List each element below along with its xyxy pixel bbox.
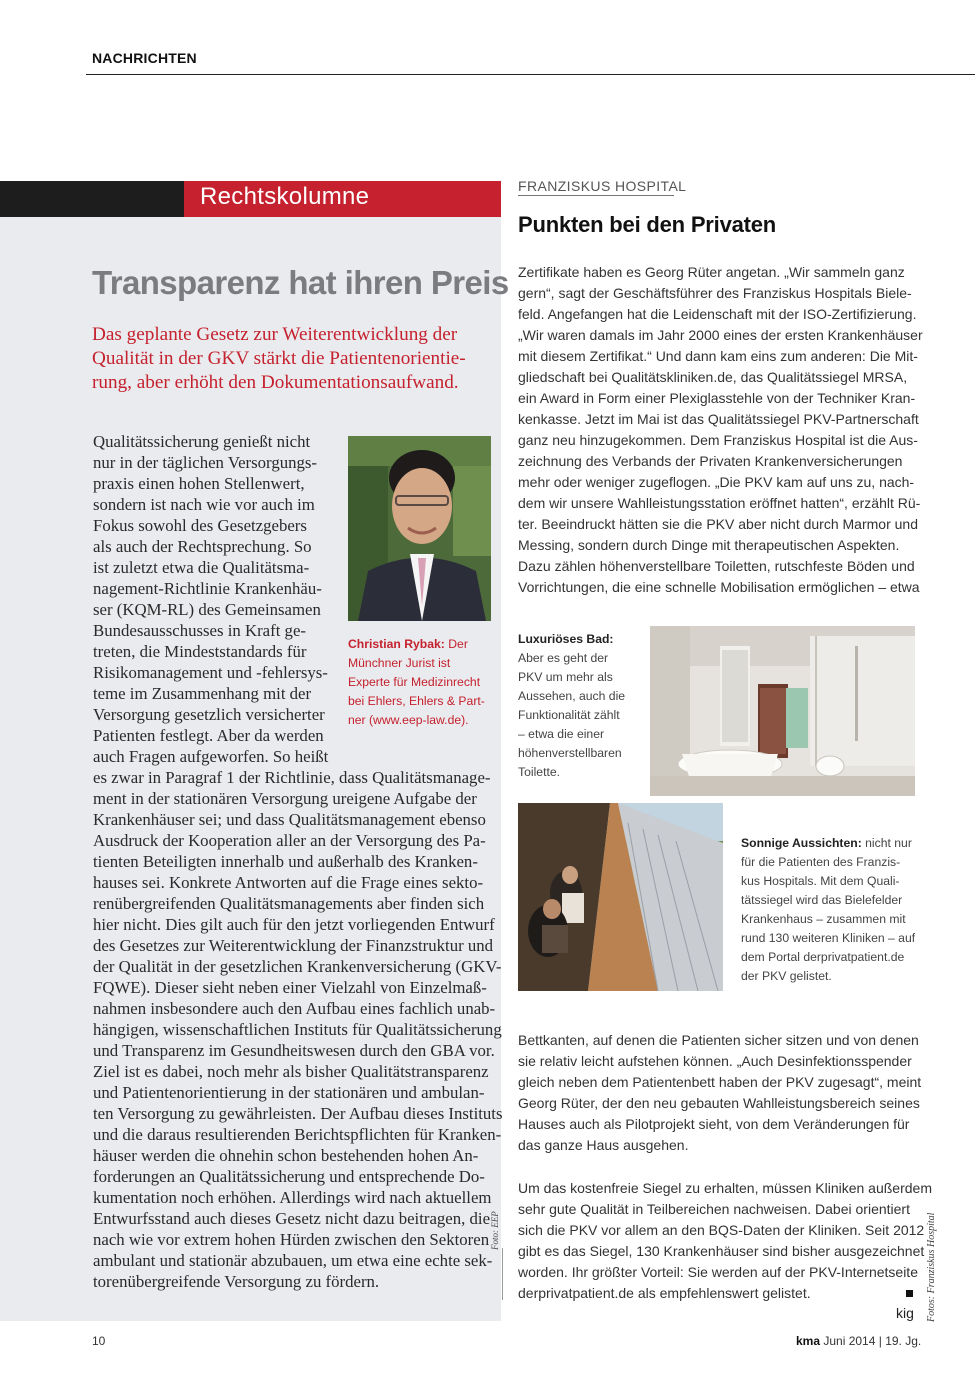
body-line: nagement-Richtlinie Krankenhäu- <box>93 579 322 598</box>
body-line: mit diesem Zertifikat.“ Und dann kam eins zum anderen: Die Mit- <box>518 348 918 364</box>
article-body <box>518 262 923 598</box>
body-line: Bettkanten, auf denen die Patienten sicher sitzen und von denen <box>518 1032 919 1048</box>
caption-line: der PKV gelistet. <box>741 969 832 983</box>
section-label: NACHRICHTEN <box>92 50 197 66</box>
caption-line: Münchner Jurist ist <box>348 656 451 670</box>
body-line: kenkasse. Jetzt im Mai ist das Qualitätssiegel PKV-Partnerschaft <box>518 411 919 427</box>
header-rule <box>86 74 975 75</box>
body-line: gliedschaft bei Qualitätskliniken.de, das Qualitätssiegel MRSA, <box>518 369 908 385</box>
body-line: worden. Ihr größter Vorteil: Sie werden auf der PKV-Internetseite <box>518 1264 918 1280</box>
body-line: Vorrichtungen, die eine schnelle Mobilisation ermöglichen – etwa <box>518 579 920 595</box>
body-line: nur in der täglichen Versorgungs- <box>93 453 318 472</box>
body-line: ten Versorgung zu gewährleisten. Der Aufbau dieses Instituts <box>93 1104 503 1123</box>
body-line: kumentation noch erhöhen. Allerdings wird nach aktuellem <box>93 1188 492 1207</box>
body-line: ter. Beeindruckt hätten sie die PKV aber nicht durch Marmor und <box>518 516 918 532</box>
body-line: ambulant und stationär abzubauen, um etwa eine echte sek- <box>93 1251 493 1270</box>
lead-line: rung, aber erhöht den Dokumentationsaufwand. <box>92 371 459 393</box>
body-line: als auch der Rechtsprechung. So <box>93 537 312 556</box>
body-line: Hauses auch als Pilotprojekt sieht, von dem Veränderungen für <box>518 1116 910 1132</box>
body-line: Versorgung gesetzlich versicherter <box>93 705 325 724</box>
body-line: hängigen, wissenschaftlichen Instituts für Qualitätssicherung <box>93 1020 502 1039</box>
lead-line: Das geplante Gesetz zur Weiterentwicklung der <box>92 324 458 345</box>
photo-credit-rule <box>502 1248 503 1300</box>
body-line: hauses sei. Konkrete Antworten auf die Frage eines sekto- <box>93 873 484 892</box>
article-lead <box>92 323 492 394</box>
body-line: forderungen an Qualitätssicherung und entsprechende Do- <box>93 1167 485 1186</box>
body-line: mehr oder weniger zugeflogen. „Die PKV kam auf uns zu, nach- <box>518 474 915 490</box>
caption-line: Toilette. <box>518 765 561 779</box>
photo-credit: Foto: EEP <box>490 1211 500 1250</box>
article-kicker: FRANZISKUS HOSPITAL <box>518 178 687 194</box>
article-headline: Punkten bei den Privaten <box>518 212 777 237</box>
caption-line: – etwa die einer <box>518 727 605 741</box>
body-line: torenübergreifende Versorgung zu fördern. <box>93 1272 380 1291</box>
article-body-final <box>518 1178 932 1304</box>
body-line: Georg Rüter, der den neu gebauten Wahlleistungsbereich seines <box>518 1095 920 1111</box>
body-line: Qualitätssicherung genießt nicht <box>93 432 311 451</box>
body-line: teme im Zusammenhang mit der <box>93 684 312 703</box>
body-line: Ausdruck der Kooperation aller an der Versorgung des Pa- <box>93 831 486 850</box>
body-line: treten, die Mindeststandards für <box>93 642 307 661</box>
lead-line: Qualität in der GKV stärkt die Patientenorientie- <box>92 347 466 369</box>
body-line: Entwurfsstand auch dieses Gesetz nicht dazu beitragen, die <box>93 1209 491 1228</box>
body-line: ser (KQM-RL) des Gemeinsamen <box>93 600 321 619</box>
body-line: Ziel ist es dabei, noch mehr als bisher Qualitätstransparenz <box>93 1062 489 1081</box>
body-line: Patienten festlegt. Aber da werden <box>93 726 324 745</box>
caption-line: rund 130 weiteren Kliniken – auf <box>741 931 916 945</box>
body-line: Dazu zählen höhenverstellbare Toiletten, rutschfeste Böden und <box>518 558 915 574</box>
caption-line: PKV um mehr als <box>518 670 613 684</box>
bath-caption <box>518 630 625 782</box>
body-line: auch Fragen aufgeworfen. So heißt <box>93 747 329 766</box>
author-initials: kig <box>896 1305 914 1321</box>
caption-line: Der <box>444 637 468 651</box>
caption-line: ner (www.eep-law.de). <box>348 713 469 727</box>
bathroom-photo <box>650 626 915 796</box>
kicker-underline <box>518 195 674 196</box>
photo-credit: Fotos: Franziskus Hospital <box>926 1212 937 1322</box>
body-line: praxis einen hohen Stellenwert, <box>93 474 305 493</box>
caption-line: Aber es geht der <box>518 651 609 665</box>
body-line: tienten Beteiligten innerhalb und außerhalb des Kranken- <box>93 852 478 871</box>
body-line: und Transparenz im Gesundheitswesen durch den GBA vor. <box>93 1041 495 1060</box>
caption-line: kus Hospitals. Mit dem Quali- <box>741 874 900 888</box>
portrait-photo <box>348 436 491 621</box>
body-line: des Gesetzes zur Weiterentwicklung der Finanzstruktur und <box>93 936 494 955</box>
caption-title: Luxuriöses Bad: <box>518 632 614 646</box>
page-number: 10 <box>92 1334 106 1348</box>
column-title: Rechtskolumne <box>200 183 370 210</box>
body-line: dem wir unsere Wahlleistungsstation eröffnet hatten“, erzählt Rü- <box>518 495 921 511</box>
article-body-wide <box>93 767 503 1292</box>
caption-line: für die Patienten des Franzis- <box>741 855 901 869</box>
body-line: ment in der stationären Versorgung ureigene Aufgabe der <box>93 789 477 808</box>
body-line: FQWE). Dieser sieht neben einer Vielzahl von Einzelmaß- <box>93 978 487 997</box>
balcony-photo <box>518 803 723 991</box>
caption-line: Aussehen, auch die <box>518 689 626 703</box>
body-line: sondern ist nach wie vor auch im <box>93 495 315 514</box>
issue-date: Juni 2014 | 19. Jg. <box>820 1334 922 1348</box>
body-line: Um das kostenfreie Siegel zu erhalten, müssen Kliniken außerdem <box>518 1180 932 1196</box>
body-line: der Qualität in der gesetzlichen Krankenversicherung (GKV- <box>93 957 502 976</box>
end-mark-icon <box>906 1290 913 1297</box>
body-line: ist zuletzt etwa die Qualitätsma- <box>93 558 310 577</box>
portrait-caption <box>348 635 498 730</box>
caption-title: Sonnige Aussichten: <box>741 836 862 850</box>
article-headline: Transparenz hat ihren Preis <box>92 264 509 301</box>
caption-line: nicht nur <box>861 836 912 850</box>
body-line: das ganze Haus ausgehen. <box>518 1137 689 1153</box>
body-line: zeichnung des Verbands der Privaten Krankenversicherungen <box>518 453 903 469</box>
caption-line: dem Portal derprivatpatient.de <box>741 950 905 964</box>
body-line: Zertifikate haben es Georg Rüter angetan. „Wir sammeln ganz <box>518 264 905 280</box>
article-body-continued <box>518 1030 921 1156</box>
balcony-caption <box>741 834 915 986</box>
body-line: „Wir waren damals im Jahr 2000 eines der ersten Krankenhäuser <box>518 327 923 343</box>
magazine-name: kma <box>796 1334 821 1348</box>
caption-line: höhenverstellbaren <box>518 746 622 760</box>
body-line: Bundesausschusses in Kraft ge- <box>93 621 306 640</box>
body-line: nach wie vor extrem hohen Hürden zwischen den Sektoren <box>93 1230 490 1249</box>
body-line: feld. Angefangen hat die Leidenschaft mit der ISO-Zertifizierung. <box>518 306 917 322</box>
caption-line: Krankenhaus – zusammen mit <box>741 912 906 926</box>
caption-name: Christian Rybak: <box>348 637 445 651</box>
body-line: derprivatpatient.de als empfehlenswert gelistet. <box>518 1285 811 1301</box>
body-line: Fokus sowohl des Gesetzgebers <box>93 516 307 535</box>
body-line: nahmen insbesondere auch den Aufbau eines fachlich unab- <box>93 999 496 1018</box>
body-line: Messing, sondern durch Dinge mit therapeutischen Aspekten. <box>518 537 900 553</box>
body-line: gleich neben dem Patientenbett haben der PKV zugesagt“, meint <box>518 1074 922 1090</box>
body-line: ein Award in Form einer Plexiglasstehle von der Techniker Kran- <box>518 390 916 406</box>
issue-info <box>796 1334 921 1348</box>
body-line: es zwar in Paragraf 1 der Richtlinie, dass Qualitätsmanage- <box>93 768 491 787</box>
body-line: häuser werden die ohnehin schon bestehenden hohen An- <box>93 1146 479 1165</box>
caption-line: Funktionalität zählt <box>518 708 620 722</box>
caption-line: tätssiegel wird das Bielefelder <box>741 893 903 907</box>
body-line: sich die PKV vor allem an den BQS-Daten der Kliniken. Seit 2012 <box>518 1222 925 1238</box>
body-line: ganz neu hinzugekommen. Dem Franziskus Hospital ist die Aus- <box>518 432 918 448</box>
body-line: renübergreifenden Qualitätsmanagements aber finden sich <box>93 894 485 913</box>
body-line: gern“, sagt der Geschäftsführer des Franziskus Hospitals Biele- <box>518 285 912 301</box>
body-line: Risikomanagement und -fehlersys- <box>93 663 328 682</box>
body-line: gibt es das Siegel, 130 Krankenhäuser sind bisher ausgezeichnet <box>518 1243 925 1259</box>
article-body-narrow <box>93 431 328 767</box>
body-line: sehr gute Qualität in Teilbereichen nachweisen. Dabei orientiert <box>518 1201 910 1217</box>
body-line: und Patientenorientierung in der stationären und ambulan- <box>93 1083 485 1102</box>
body-line: Krankenhäuser sei; und dass Qualitätsmanagement ebenso <box>93 810 486 829</box>
body-line: sie relativ leicht aufstehen können. „Auch Desinfektionsspender <box>518 1053 912 1069</box>
caption-line: bei Ehlers, Ehlers & Part- <box>348 694 485 708</box>
body-line: und die daraus resultierenden Berichtspflichten für Kranken- <box>93 1125 502 1144</box>
caption-line: Experte für Medizinrecht <box>348 675 481 689</box>
body-line: hier nicht. Dies gilt auch für den jetzt vorliegenden Entwurf <box>93 915 495 934</box>
